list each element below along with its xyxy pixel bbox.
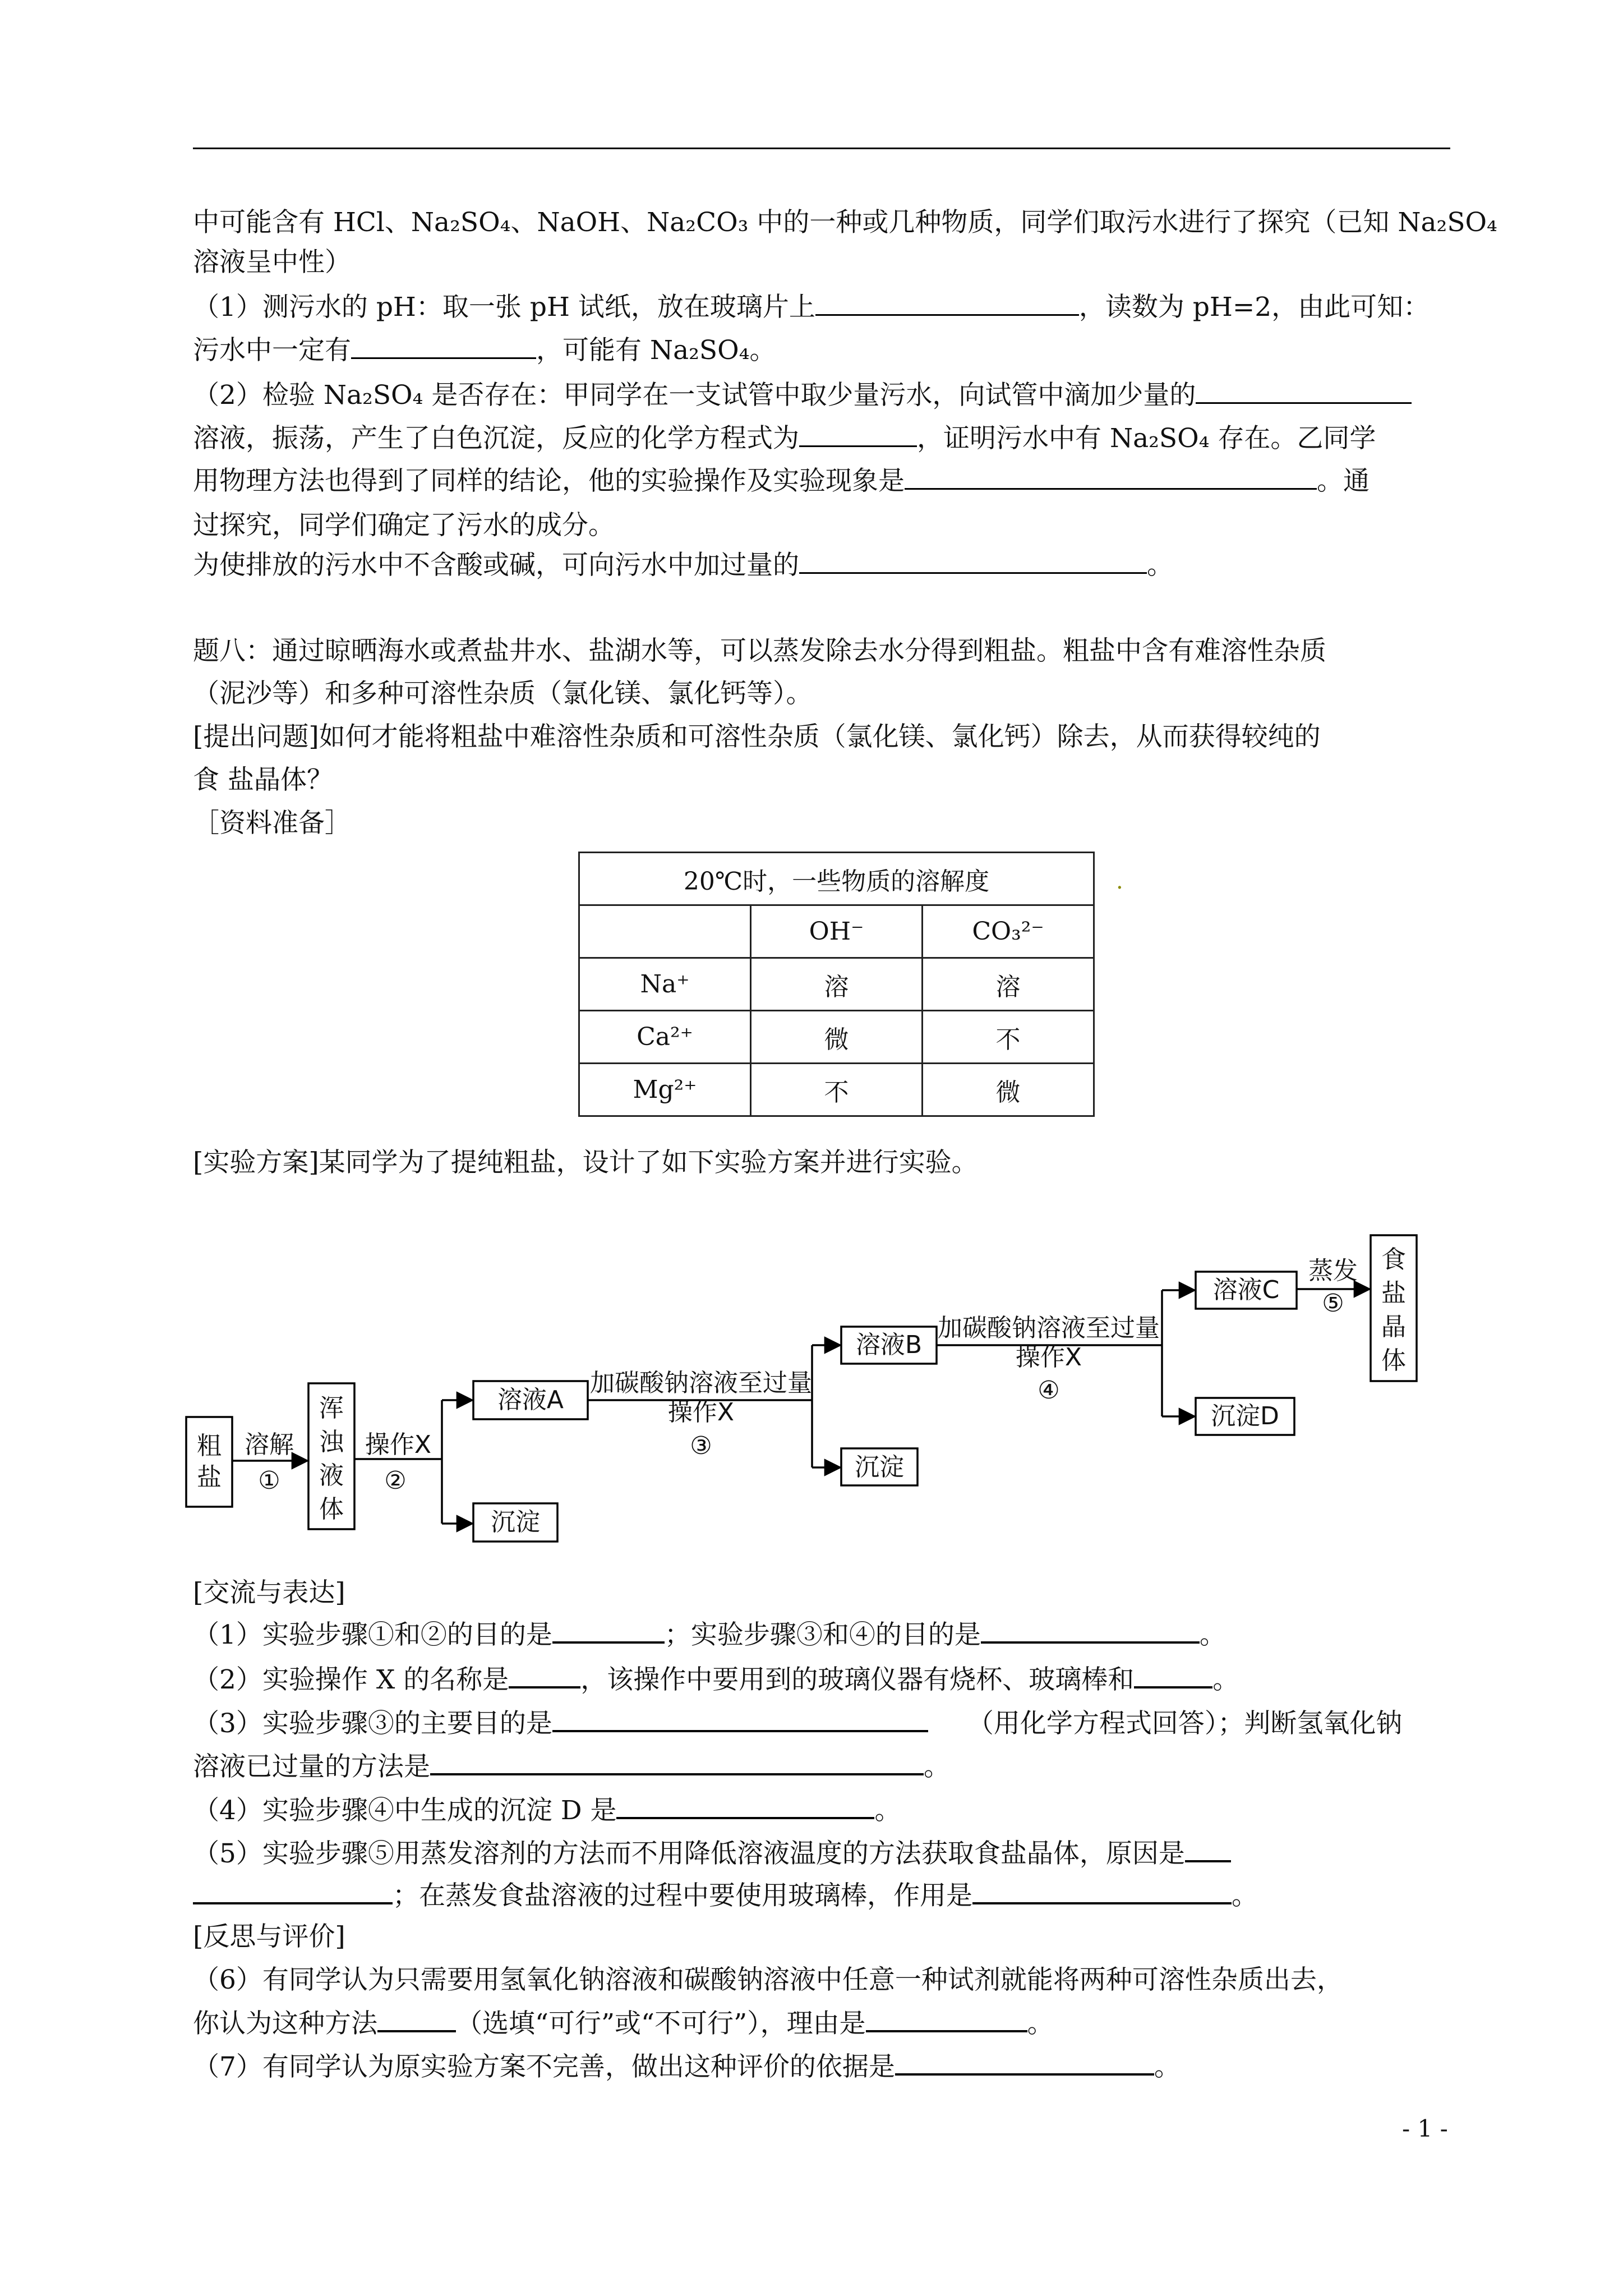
answer-blank[interactable] [552, 1616, 665, 1644]
intro-line-1: 中可能含有 HCl、Na₂SO₄、NaOH、Na₂CO₃ 中的一种或几种物质，同学们取污水进行了探究（已知 Na₂SO₄ [193, 207, 1497, 238]
discussion-q3-line-2: 溶液已过量的方法是 。 [193, 1745, 1455, 1789]
answer-blank[interactable] [799, 546, 1147, 574]
salt-char-4: 体 [1381, 1346, 1406, 1375]
table-header-empty [579, 905, 751, 958]
answer-blank[interactable] [509, 1660, 580, 1688]
answer-blank[interactable] [351, 332, 536, 359]
intro-q2-line-4: 过探究，同学们确定了污水的成分。 [193, 510, 615, 541]
answer-blank[interactable] [1185, 1834, 1231, 1862]
table-cell: 不 [923, 1011, 1094, 1064]
turbid-char-3: 液 [319, 1461, 344, 1490]
crude-char-1: 粗 [197, 1432, 222, 1460]
operation-x-label: 操作X [365, 1430, 432, 1459]
answer-blank[interactable] [552, 1704, 928, 1732]
evaporate-label: 蒸发 [1308, 1257, 1358, 1285]
crude-char-2: 盐 [197, 1463, 222, 1492]
flow-diagram [179, 1223, 1469, 1559]
table-cell: 溶 [751, 958, 923, 1011]
problem8-line-2: （泥沙等）和多种可溶性杂质（氯化镁、氯化钙等）。 [193, 678, 813, 709]
solution-c-label: 溶液C [1212, 1276, 1280, 1304]
answer-blank[interactable] [377, 2004, 456, 2032]
scheme-intro: [实验方案]某同学为了提纯粗盐，设计了如下实验方案并进行实验。 [193, 1147, 978, 1178]
discussion-q5-line-2: ；在蒸发食盐溶液的过程中要使用玻璃棒，作用是 。 [193, 1874, 1455, 1918]
intro-q1-line-2: 污水中一定有 ，可能有 Na₂SO₄。 [193, 328, 1455, 373]
precipitate-d-label: 沉淀D [1211, 1402, 1279, 1430]
intro-q2-line-3: 用物理方法也得到了同样的结论，他的实验操作及实验现象是 。通 [193, 459, 1455, 504]
discussion-q3: （3）实验步骤③的主要目的是 （用化学方程式回答）；判断氢氧化钠 [193, 1701, 1455, 1746]
answer-blank[interactable] [981, 1616, 1200, 1644]
operation-x-label-3: 操作X [667, 1398, 735, 1427]
answer-blank[interactable] [866, 2004, 1027, 2032]
intro-line-2: 溶液呈中性） [193, 247, 351, 278]
answer-blank[interactable] [616, 1791, 874, 1819]
intro-q1-line: （1）测污水的 pH：取一张 pH 试纸，放在玻璃片上 ，读数为 pH=2，由此可知： [193, 285, 1455, 330]
salt-char-2: 盐 [1381, 1279, 1406, 1308]
add-na2co3-label: 加碳酸钠溶液至过量 [590, 1369, 812, 1397]
discussion-heading: [交流与表达] [193, 1577, 345, 1608]
dissolve-label: 溶解 [245, 1430, 294, 1459]
add-na2co3-label-2: 加碳酸钠溶液至过量 [938, 1314, 1160, 1342]
answer-blank[interactable] [972, 1876, 1232, 1904]
intro-q2-line: （2）检验 Na₂SO₄ 是否存在：甲同学在一支试管中取少量污水，向试管中滴加少量的 [193, 373, 1455, 418]
table-cell: 溶 [923, 958, 1094, 1011]
turbid-char-2: 浊 [319, 1428, 344, 1456]
precipitate-label: 沉淀 [491, 1508, 540, 1536]
reflection-q7: （7）有同学认为原实验方案不完善，做出这种评价的依据是 。 [193, 2045, 1455, 2090]
table-cell-ion: Mg²⁺ [579, 1064, 751, 1116]
answer-blank[interactable] [799, 420, 917, 447]
step1-label: ① [258, 1466, 280, 1495]
answer-blank[interactable] [430, 1747, 924, 1775]
table-title: 20℃时，一些物质的溶解度 [579, 853, 1094, 905]
solution-b-label: 溶液B [855, 1331, 923, 1359]
step3-label: ③ [690, 1432, 712, 1460]
discussion-q4: （4）实验步骤④中生成的沉淀 D 是 。 [193, 1788, 1455, 1833]
problem8-line-1: 题八：通过晾晒海水或煮盐井水、盐湖水等，可以蒸发除去水分得到粗盐。粗盐中含有难溶性杂质 [193, 636, 1326, 666]
operation-x-label-4: 操作X [1015, 1343, 1082, 1372]
salt-char-3: 晶 [1381, 1313, 1406, 1341]
turbid-char-4: 体 [319, 1495, 344, 1524]
table-cell: 微 [751, 1011, 923, 1064]
discussion-q5: （5）实验步骤⑤用蒸发溶剂的方法而不用降低溶液温度的方法获取食盐晶体，原因是 [193, 1832, 1455, 1876]
problem8-line-4: 食 盐晶体？ [193, 765, 333, 795]
answer-blank[interactable] [895, 2047, 1154, 2076]
problem8-line-3: [提出问题]如何才能将粗盐中难溶性杂质和可溶性杂质（氯化镁、氯化钙）除去，从而获得较纯的 [193, 721, 1321, 752]
answer-blank[interactable] [193, 1876, 393, 1904]
table-cell: 微 [923, 1064, 1094, 1116]
turbid-char-1: 浑 [319, 1394, 344, 1423]
answer-blank[interactable] [1196, 376, 1412, 404]
reflection-heading: [反思与评价] [193, 1921, 345, 1952]
precipitate-label-2: 沉淀 [855, 1453, 904, 1481]
solubility-table [578, 852, 1095, 1117]
table-cell-ion: Na⁺ [579, 958, 751, 1011]
table-header-co3: CO₃²⁻ [923, 905, 1094, 958]
reflection-q6-line-2: 你认为这种方法 （选填“可行”或“不可行”），理由是 。 [193, 2001, 1455, 2046]
stray-dot: . [1116, 868, 1123, 894]
salt-char-1: 食 [1381, 1245, 1406, 1274]
discussion-q1: （1）实验步骤①和②的目的是 ；实验步骤③和④的目的是 。 [193, 1613, 1455, 1658]
step4-label: ④ [1038, 1376, 1060, 1405]
page-number: - 1 - [1402, 2115, 1448, 2142]
step2-label: ② [384, 1466, 407, 1495]
answer-blank[interactable] [1134, 1660, 1212, 1688]
intro-q3-line: 为使排放的污水中不含酸或碱，可向污水中加过量的 。 [193, 543, 1455, 588]
discussion-q2: （2）实验操作 X 的名称是 ，该操作中要用到的玻璃仪器有烧杯、玻璃棒和 。 [193, 1658, 1455, 1703]
problem8-line-5: ［资料准备］ [193, 808, 351, 839]
header-rule [193, 148, 1450, 149]
solution-a-label: 溶液A [497, 1386, 564, 1414]
step5-label: ⑤ [1322, 1289, 1344, 1318]
table-header-oh: OH⁻ [751, 905, 923, 958]
table-cell: 不 [751, 1064, 923, 1116]
answer-blank[interactable] [905, 462, 1317, 490]
reflection-q6: （6）有同学认为只需要用氢氧化钠溶液和碳酸钠溶液中任意一种试剂就能将两种可溶性杂质出去， [193, 1964, 1343, 1995]
table-cell-ion: Ca²⁺ [579, 1011, 751, 1064]
box-crude-salt [186, 1417, 232, 1507]
intro-q2-line-2: 溶液，振荡，产生了白色沉淀，反应的化学方程式为 ，证明污水中有 Na₂SO₄ 存在。乙同学 [193, 416, 1455, 461]
answer-blank[interactable] [815, 288, 1079, 316]
